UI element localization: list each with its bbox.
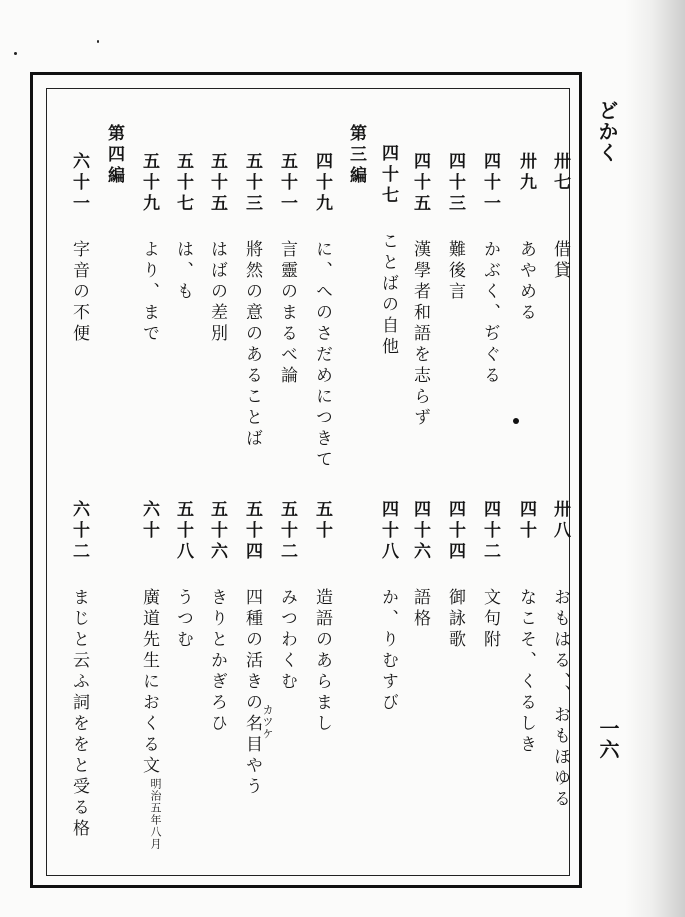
section-heading: 第四編 (104, 124, 124, 187)
entry-number: 五十一 (277, 152, 297, 215)
entry-title: より、まで (139, 240, 159, 345)
running-title: どかく (595, 100, 619, 163)
entry-number: 四十五 (410, 152, 430, 215)
entry-number: 五十九 (139, 152, 159, 215)
entry-title: まじと云ふ詞ををと受る格 (69, 588, 89, 840)
entry-number: 五十七 (173, 152, 193, 215)
entry-title: 字音の不便 (69, 240, 89, 345)
entry-title: 四種の活きの名目やう (242, 588, 262, 798)
ruby-annotation: カツケ (261, 704, 274, 740)
entry-number: 四十九 (312, 152, 332, 215)
entry-number: 五十五 (207, 152, 227, 215)
entry-number: 五十八 (173, 500, 193, 563)
entry-title: 難後言 (445, 240, 465, 303)
entry-number: 五十二 (277, 500, 297, 563)
entry-title: あやめる (516, 240, 536, 324)
entry-title: きりとかぎろひ (207, 588, 227, 735)
entry-number: 四十八 (378, 500, 398, 563)
entry-title: 漢學者和語を志らず (410, 240, 430, 429)
entry-title: かぶく、ぢぐる (480, 240, 500, 387)
page-number: 一六 (596, 718, 620, 760)
entry-title: 言靈のまるべ論 (277, 240, 297, 387)
entry-number: 四十六 (410, 500, 430, 563)
entry-title: 語格 (410, 588, 430, 630)
entry-title: 廣道先生におくる文 (139, 588, 159, 777)
entry-title: はばの差別 (207, 240, 227, 345)
entry-title: 文句附 (480, 588, 500, 651)
entry-title: なこそ、くるしき (516, 588, 536, 756)
section-heading: 第三編 (346, 124, 366, 187)
entry-title: か、りむすび (378, 588, 398, 714)
entry-number: 卅九 (516, 152, 536, 194)
entry-number: 五十 (312, 500, 332, 542)
entry-title: に、へのさだめにつきて (312, 240, 332, 471)
entry-title: ことばの自他 (378, 232, 398, 358)
date-annotation: 明治五年八月 (149, 778, 162, 850)
entry-number: 四十 (516, 500, 536, 542)
entry-title: 將然の意のあることば (242, 240, 262, 450)
entry-number: 五十三 (242, 152, 262, 215)
entry-title: 御詠歌 (445, 588, 465, 651)
entry-number: 卅七 (550, 152, 570, 194)
page-edge-shadow (625, 0, 685, 917)
ink-speck (14, 52, 17, 55)
entry-title: みつわくむ (277, 588, 297, 693)
entry-number: 六十一 (69, 152, 89, 215)
ink-speck (97, 40, 99, 43)
entry-number: 六十 (139, 500, 159, 542)
entry-title: 借貸 (550, 240, 570, 282)
entry-number: 四十二 (480, 500, 500, 563)
entry-title: 造語のあらまし (312, 588, 332, 735)
entry-number: 六十二 (69, 500, 89, 563)
entry-title: おもはる、、おもほゆる (550, 588, 570, 811)
entry-number: 四十三 (445, 152, 465, 215)
entry-number: 卅八 (550, 500, 570, 542)
entry-title: うつむ (173, 588, 193, 651)
entry-title: は、も (173, 240, 193, 303)
entry-number: 四十一 (480, 152, 500, 215)
entry-number: 五十四 (242, 500, 262, 563)
entry-number: 四十四 (445, 500, 465, 563)
ink-dot (513, 418, 519, 424)
entry-number: 四十七 (378, 144, 398, 207)
entry-number: 五十六 (207, 500, 227, 563)
